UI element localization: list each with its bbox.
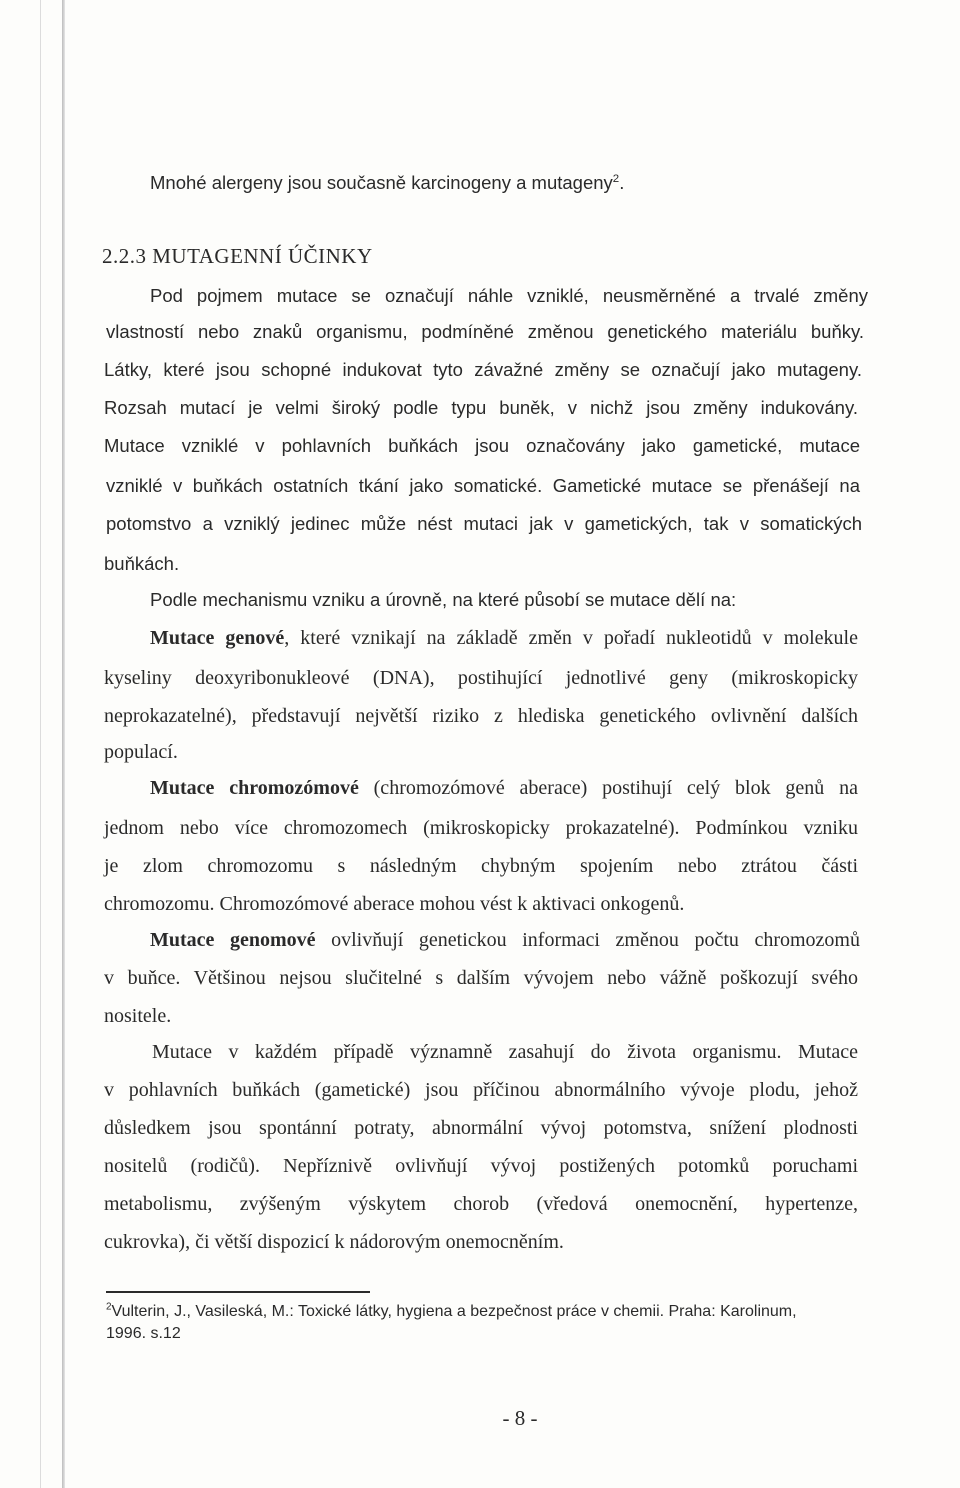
footnote-line: 1996. s.12 <box>106 1325 181 1342</box>
section-heading: 2.2.3 MUTAGENNÍ ÚČINKY <box>102 244 373 268</box>
footnote-ref: 2 <box>612 172 620 185</box>
paragraph1-line: Látky, které jsou schopné indukovat tyto závažné změny se označují jako mutageny. <box>104 359 862 380</box>
paragraph-last-line: důsledkem jsou spontánní potraty, abnormální vývoj potomstva, snížení plodnosti <box>104 1117 858 1139</box>
paragraph-last-line: Mutace v každém případě významně zasahují do života organismu. Mutace <box>152 1041 858 1063</box>
paragraph1-line: vlastností nebo znaků organismu, podmíněné změnou genetického materiálu buňky. <box>106 321 864 342</box>
page-number: - 8 - <box>502 1406 538 1430</box>
paragraph-last-line: cukrovka), či větší dispozicí k nádorovým onemocněním. <box>104 1231 564 1253</box>
chromozomove-line: chromozomu. Chromozómové aberace mohou vést k aktivaci onkogenů. <box>104 893 685 915</box>
footnote-line: $^2$Vulterin, J., Vasileská, M.: Toxické látky, hygiena a bezpečnost práce v chemii. Praha: Karolinum, <box>106 1301 797 1320</box>
genove-line: neprokazatelné), představují největší riziko z hlediska genetického ovlivnění dalších <box>104 705 858 727</box>
paragraph-last-line: nositelů (rodičů). Nepříznivě ovlivňují vývoj postižených potomků poruchami <box>104 1155 858 1177</box>
term-genomove: Mutace genomové <box>150 929 316 951</box>
scan-shadow-line <box>40 0 41 1488</box>
genove-first-line: Mutace genové, které vznikají na základě změn v pořadí nukleotidů v molekule <box>150 627 858 649</box>
scan-binding-edge <box>62 0 65 1488</box>
chromozomove-line: jednom nebo více chromozomech (mikroskopicky prokazatelné). Podmínkou vzniku <box>104 817 858 839</box>
genomove-line: nositele. <box>104 1005 172 1027</box>
paragraph1-line: Rozsah mutací je velmi široký podle typu buněk, v nichž jsou změny indukovány. <box>104 397 858 418</box>
chromozomove-line: je zlom chromozomu s následným chybným spojením nebo ztrátou části <box>104 855 858 877</box>
paragraph1-line: Pod pojmem mutace se označují náhle vzniklé, neusměrněné a trvalé změny <box>150 285 868 306</box>
genomove-first-line: Mutace genomové ovlivňují genetickou informaci změnou počtu chromozomů <box>150 929 860 951</box>
genomove-line: v buňce. Většinou nejsou slučitelné s dalším vývojem nebo vážně poškozují svého <box>104 967 858 989</box>
paragraph1-line: buňkách. <box>104 553 180 574</box>
paragraph1-line: vzniklé v buňkách ostatních tkání jako somatické. Gametické mutace se přenášejí na <box>106 475 860 496</box>
intro-sentence: Mnohé alergeny jsou současně karcinogeny a mutageny$^2$. <box>150 172 625 193</box>
paragraph1-line: Mutace vzniklé v pohlavních buňkách jsou označovány jako gametické, mutace <box>104 435 860 456</box>
genove-line: kyseliny deoxyribonukleové (DNA), postihující jednotlivé geny (mikroskopicky <box>104 667 858 689</box>
term-genove: Mutace genové <box>150 627 285 649</box>
footnote-separator <box>106 1291 370 1293</box>
chromozomove-first-line: Mutace chromozómové (chromozómové aberace) postihují celý blok genů na <box>150 777 858 799</box>
paragraph-last-line: metabolismu, zvýšeným výskytem chorob (vředová onemocnění, hypertenze, <box>104 1193 858 1215</box>
paragraph2: Podle mechanismu vzniku a úrovně, na které působí se mutace dělí na: <box>150 589 737 610</box>
paragraph-last-line: v pohlavních buňkách (gametické) jsou příčinou abnormálního vývoje plodu, jehož <box>104 1079 858 1101</box>
footnote-mark: 2 <box>106 1301 112 1313</box>
term-chromozomove: Mutace chromozómové <box>150 777 359 799</box>
paragraph1-line: potomstvo a vzniklý jedinec může nést mutaci jak v gametických, tak v somatických <box>106 513 862 534</box>
genove-line: populací. <box>104 741 178 763</box>
